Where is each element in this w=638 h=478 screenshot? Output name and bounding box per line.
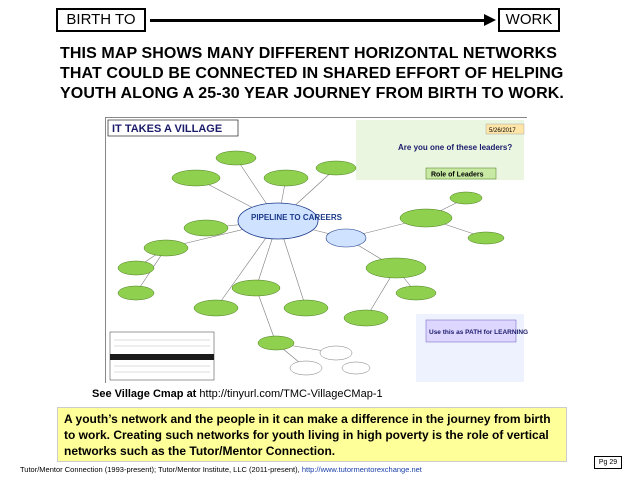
- cmap-caption: [92, 388, 383, 400]
- journey-arrow-head-icon: [484, 14, 496, 26]
- footer-link[interactable]: http://www.tutormentorexchange.net: [301, 465, 422, 474]
- map-role-label: Role of Leaders: [431, 171, 484, 179]
- birth-to-label: BIRTH TO: [56, 8, 146, 32]
- key-message-box: A youth’s network and the people in it can make a difference in the journey from birth to work. Creating such networks for youth living in high poverty is the role of vertical networks such as the Tutor/Mentor Connection.: [57, 407, 567, 462]
- cmap-caption-prefix: See Village Cmap at: [92, 388, 197, 400]
- map-center-title: PIPELINE TO CAREERS: [251, 213, 342, 222]
- concept-map-graphic: [106, 118, 528, 384]
- village-concept-map[interactable]: [105, 117, 527, 383]
- cmap-caption-url[interactable]: http://tinyurl.com/TMC-VillageCMap-1: [199, 388, 383, 400]
- page-number: Pg 29: [594, 456, 622, 469]
- map-date: 5/26/2017: [489, 128, 516, 134]
- journey-arrow-line: [150, 19, 486, 22]
- footer-text: Tutor/Mentor Connection (1993-present); Tutor/Mentor Institute, LLC (2011-present),: [20, 465, 300, 474]
- map-path-title: Use this as PATH for LEARNING: [429, 329, 528, 336]
- work-label: WORK: [498, 8, 560, 32]
- headline: THIS MAP SHOWS MANY DIFFERENT HORIZONTAL NETWORKS THAT COULD BE CONNECTED IN SHARED EFFORT OF HELPING YOUTH ALONG A 25-30 YEAR JOURNEY FROM BIRTH TO WORK.: [60, 45, 564, 102]
- map-question: Are you one of these leaders?: [398, 143, 513, 152]
- map-title: IT TAKES A VILLAGE: [112, 123, 223, 135]
- footer: [20, 465, 422, 474]
